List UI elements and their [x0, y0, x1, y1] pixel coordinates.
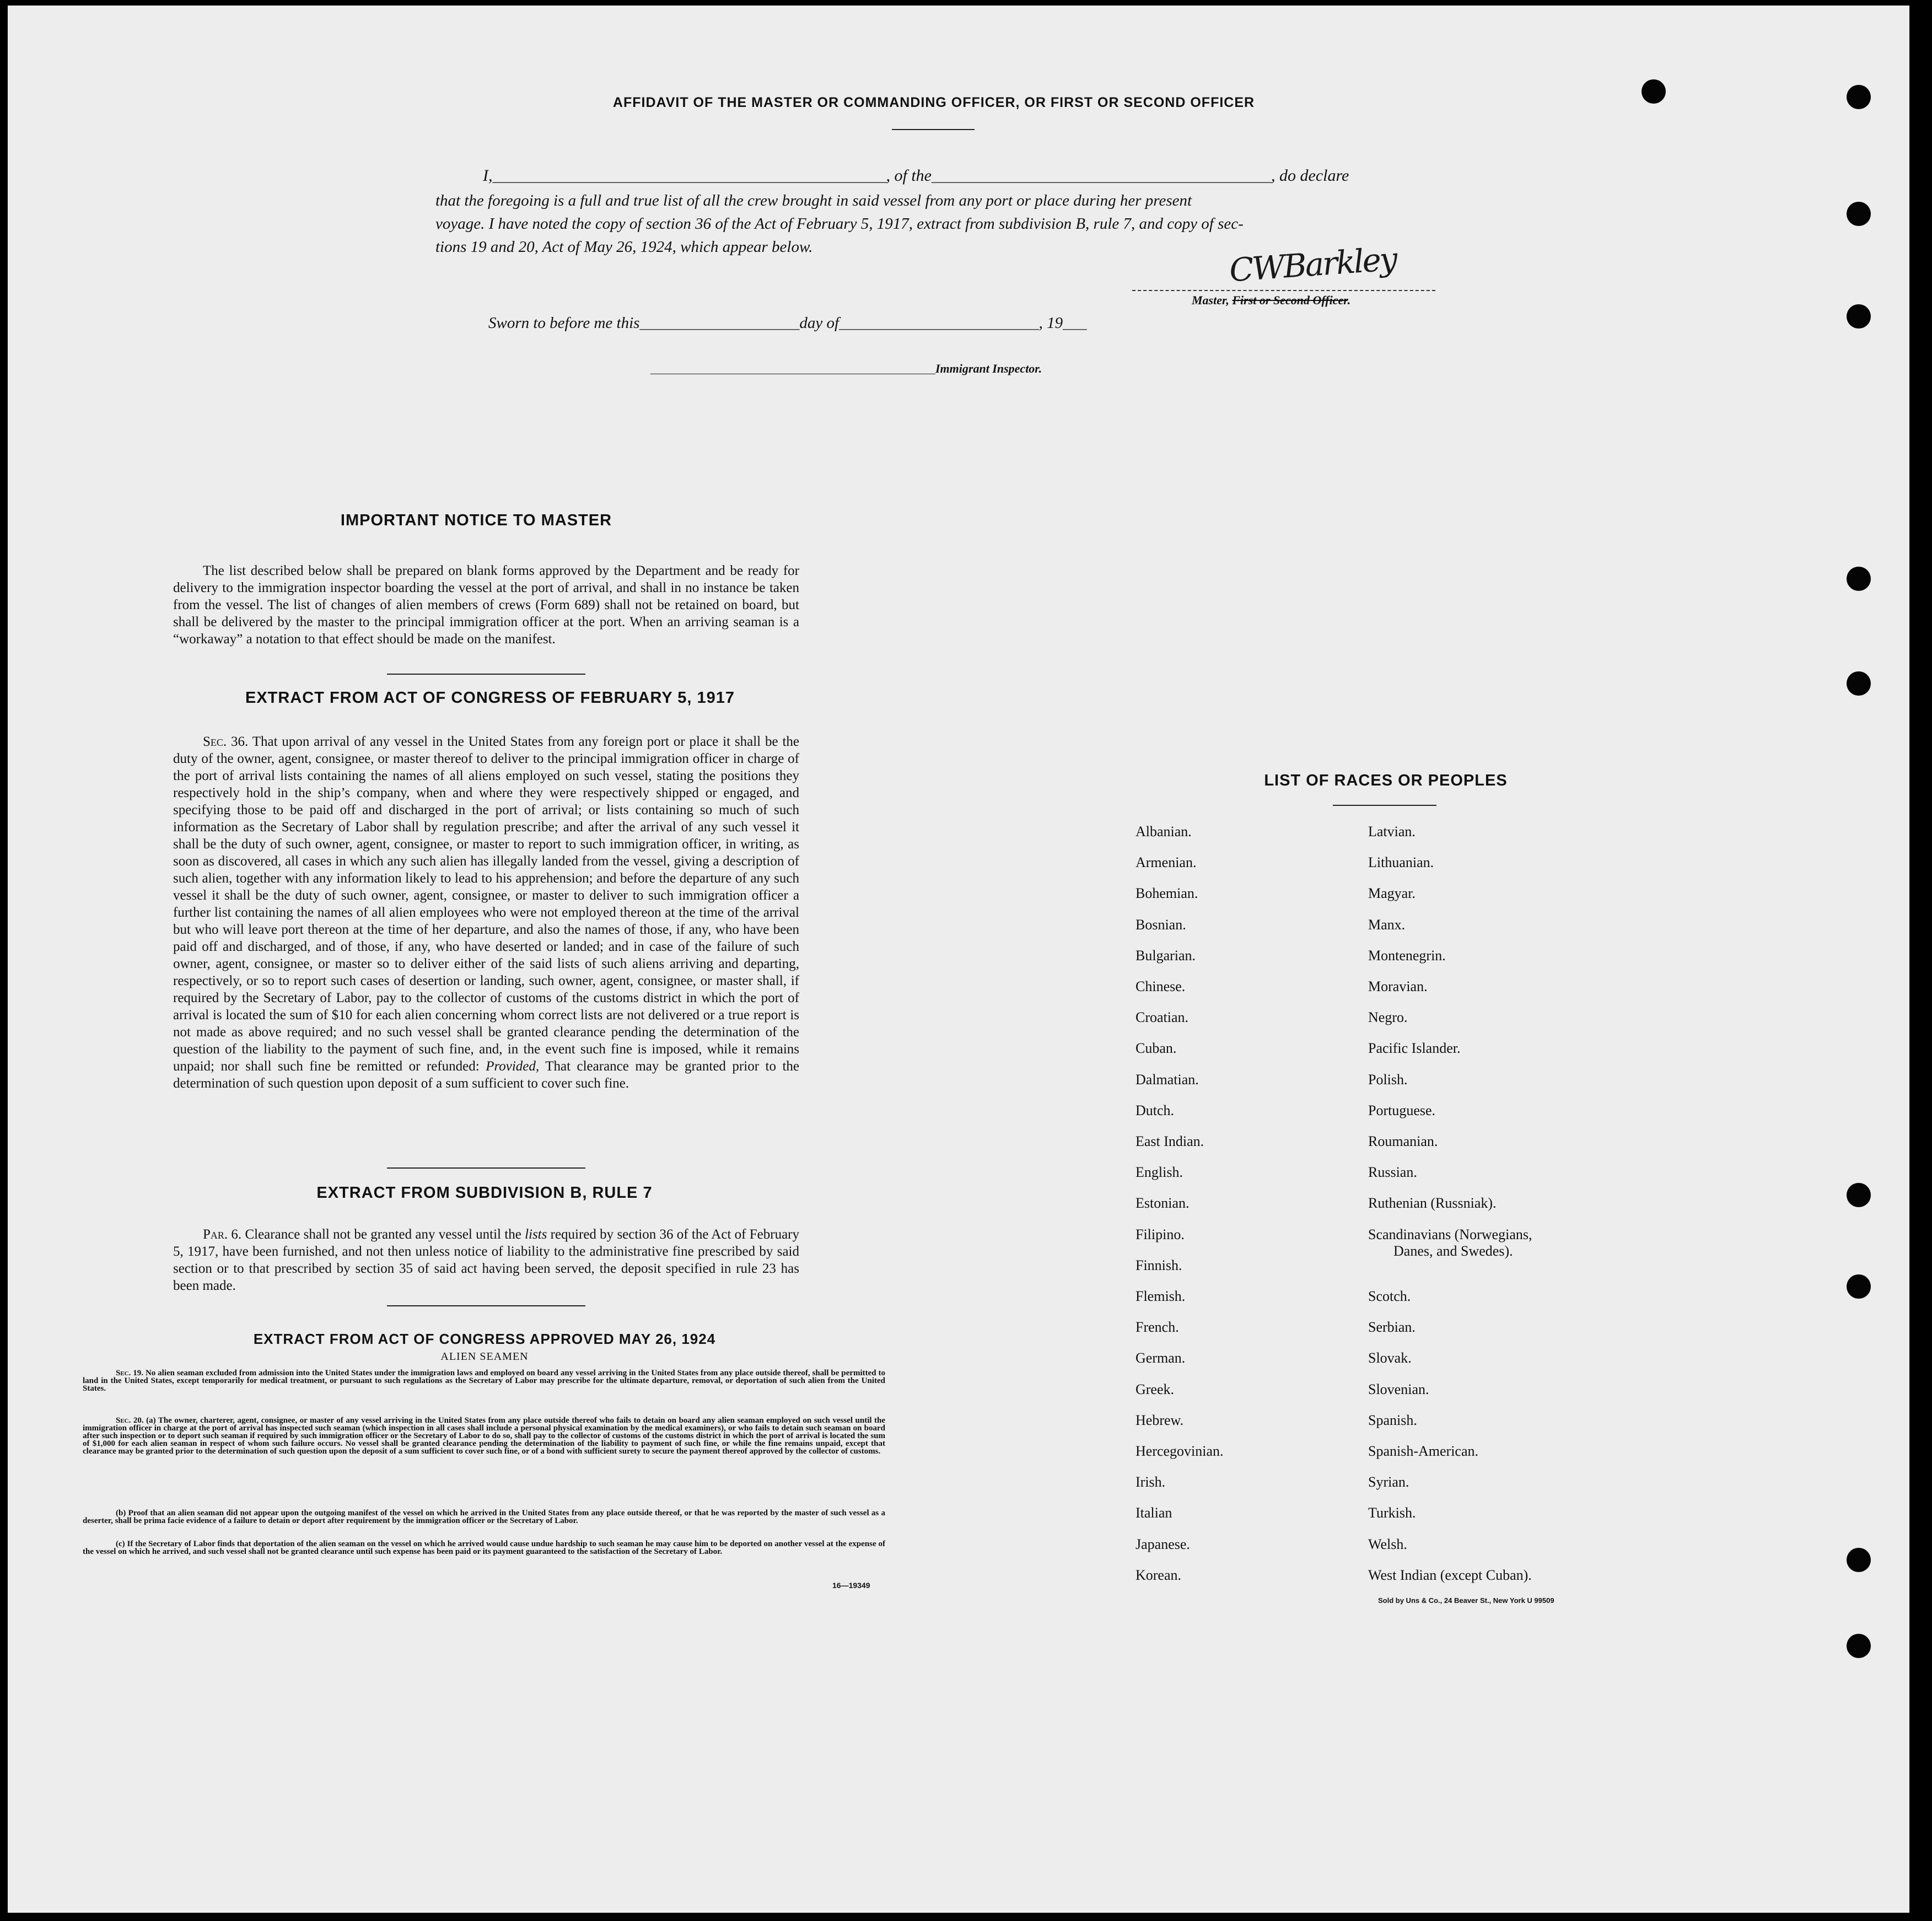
race-item: Italian [1135, 1505, 1172, 1521]
binder-hole [1847, 671, 1871, 696]
section-19-text: Sec. 19. No alien seaman excluded from admission into the United States under the immigration laws and employed on board any vessel arriving in the United States from any place outside thereof, shall be permitted to land in the United States, except temporarily for medical treatment, or pursuant to such regulations as the Secretary of Labor may prescribe for the ultimate departure, removal, or deportation of such alien from the United States. [83, 1369, 886, 1393]
race-item: Manx. [1368, 916, 1406, 933]
race-item: Pacific Islander. [1368, 1040, 1461, 1057]
races-title: LIST OF RACES OR PEOPLES [1264, 772, 1508, 789]
divider [387, 1167, 585, 1169]
race-item: Polish. [1368, 1071, 1408, 1088]
section-20a-text: Sec. 20. (a) The owner, charterer, agent, consignee, or master of any vessel arriving in the United States from any place outside thereof who fails to detain on board any alien seaman employed on such vessel until the immigration officer in charge at the port of arrival has inspected such seaman (which inspection in all cases shall include a personal physical examination by the medical examiners), or who fails to detain such seaman on board after such inspection or to deport such seaman if required by such immigration officer or the Secretary of Labor to do so, shall pay to the collector of customs of the customs district in which the port of arrival is located the sum of $1,000 for each alien seaman in respect of whom such failure occurs. No vessel shall be granted clearance pending the determination of the liability to payment of such fine, or while the fine remains unpaid, except that clearance may be granted prior to the determination of such question upon the deposit of a sum sufficient to cover such fine, or of a bond with sufficient surety to secure the payment thereof approved by the collector of customs. [83, 1416, 886, 1456]
binder-hole [1847, 85, 1871, 109]
race-item: Hebrew. [1135, 1412, 1184, 1428]
race-item: French. [1135, 1319, 1179, 1336]
declaration-line-1: I,___________________________________________________, of the____________________________________________, do declare [483, 166, 1349, 185]
inspector-blank: _______________________________________________ [650, 362, 935, 375]
binder-hole [1847, 567, 1871, 591]
divider [387, 1305, 585, 1306]
race-item: Slovak. [1368, 1350, 1412, 1366]
race-item: Turkish. [1368, 1505, 1416, 1521]
inspector-line: _______________________________________________Immigrant Inspector. [650, 362, 1042, 375]
binder-hole [1847, 1548, 1871, 1572]
signature-line [1132, 290, 1435, 291]
race-item: Croatian. [1135, 1009, 1189, 1026]
race-item: Irish. [1135, 1474, 1166, 1490]
race-item: Bulgarian. [1135, 947, 1196, 964]
race-item: Welsh. [1368, 1536, 1407, 1552]
race-item: Spanish-American. [1368, 1443, 1479, 1459]
race-item: Magyar. [1368, 885, 1416, 902]
section-36-text: Sec. 36. That upon arrival of any vessel in the United States from any foreign port or place it shall be the duty of the owner, agent, consignee, or master thereof to deliver to the principal immigration officer in charge of the port of arrival lists containing the names of all aliens employed on such vessel, stating the positions they respectively hold in the ship’s company, when and where they were respectively shipped or engaged, and specifying those to be paid off and discharged in the port of arrival; or lists containing so much of such information as the Secretary of Labor shall by regulation prescribe; and after the arrival of any such vessel it shall be the duty of such owner, agent, consignee, or master to report to such immigration officer, in writing, as soon as discovered, all cases in which any such alien has illegally landed from the vessel, giving a description of such alien, together with any information likely to lead to his apprehension; and before the departure of any such vessel it shall be the duty of such owner, agent, consignee, or master to deliver to such immigration officer a further list containing the names of all alien employees who were not employed thereon at the time of the arrival but who will leave port thereon at the time of her departure, and also the names of those, if any, who have been paid off and discharged, and of those, if any, who have deserted or landed; and in case of the failure of such owner, agent, consignee, or master so to deliver either of the said lists of such aliens arriving and departing, respectively, or so to report such cases of desertion or landing, such owner, agent, consignee, or master shall, if required by the Secretary of Labor, pay to the collector of customs of the customs district in which the port of arrival is located the sum of $10 for each alien concerning whom correct lists are not delivered or a true report is not made as above required; and no such vessel shall be granted clearance pending the determination of the question of the liability to the payment of such fine, and, in the event such fine is imposed, while it remains unpaid; nor shall such fine be remitted or refunded: Provided, That clearance may be granted prior to the determination of such question upon deposit of a sum sufficient to cover such fine. [173, 734, 799, 1091]
extract-1917-title: EXTRACT FROM ACT OF CONGRESS OF FEBRUARY 5, 1917 [245, 689, 735, 707]
binder-hole [1847, 304, 1871, 329]
race-item: Cuban. [1135, 1040, 1177, 1057]
race-item: German. [1135, 1350, 1186, 1366]
race-item: Portuguese. [1368, 1102, 1436, 1118]
race-item: Latvian. [1368, 824, 1416, 840]
section-20b-text: (b) Proof that an alien seaman did not appear upon the outgoing manifest of the vessel on which he arrived in the United States from any place outside thereof, or that he was reported by the master of such vessel as a deserter, shall be prima facie evidence of a failure to detain or deport after requirement by the immigration officer or the Secretary of Labor. [83, 1509, 885, 1525]
race-item: Flemish. [1135, 1288, 1186, 1304]
race-item: Ruthenian (Russniak). [1368, 1195, 1497, 1212]
race-item: Finnish. [1135, 1257, 1182, 1273]
race-item: Moravian. [1368, 978, 1428, 994]
race-item: Bohemian. [1135, 885, 1198, 902]
declaration-line-4: tions 19 and 20, Act of May 26, 1924, which appear below. [435, 238, 813, 256]
race-item: Scandinavians (Norwegians, [1368, 1226, 1532, 1242]
declaration-line-3: voyage. I have noted the copy of section 36 of the Act of February 5, 1917, extract from subdivision B, rule 7, and copy of sec- [435, 215, 1244, 233]
divider [892, 129, 975, 130]
race-item: Slovenian. [1368, 1381, 1429, 1397]
race-item: Estonian. [1135, 1195, 1190, 1212]
master-signature: CWBarkley [1228, 240, 1397, 289]
race-item: Korean. [1135, 1567, 1182, 1583]
notice-body: The list described below shall be prepared on blank forms approved by the Department and be ready for delivery to the immigration inspector boarding the vessel at the port of arrival, and shall in no instance be taken from the vessel. The list of changes of alien members of crews (Form 689) shall not be retained on board, but shall be delivered by the master to the principal immigration officer at the port. When an arriving seaman is a “workaway” a notation to that effect should be made on the manifest. [173, 563, 799, 647]
race-item: Danes, and Swedes). [1393, 1242, 1513, 1259]
race-item: Syrian. [1368, 1474, 1409, 1490]
affidavit-title: AFFIDAVIT OF THE MASTER OR COMMANDING OFFICER, OR FIRST OR SECOND OFFICER [612, 95, 1255, 110]
race-item: Armenian. [1135, 854, 1197, 871]
vessel-blank: ____________________________________________ [932, 166, 1271, 185]
binder-hole [1847, 1634, 1871, 1658]
divider [1333, 805, 1436, 806]
race-item: Hercegovinian. [1135, 1443, 1224, 1459]
form-number: 16—19349 [832, 1581, 870, 1590]
declaration-line-2: that the foregoing is a full and true list of all the crew brought in said vessel from any port or place during her present [435, 192, 1192, 209]
section-20c-text: (c) If the Secretary of Labor finds that deportation of the alien seaman on the vessel on which he arrived would cause undue hardship to such seaman he may cause him to be deported on another vessel at the expense of the vessel on which he arrived, and such vessel shall not be granted clearance until such expense has been paid or its payment guaranteed to the satisfaction of the Secretary of Labor. [83, 1540, 885, 1556]
race-item: Negro. [1368, 1009, 1408, 1026]
binder-hole [1847, 1274, 1871, 1299]
race-item: Bosnian. [1135, 916, 1186, 933]
year-blank: ___ [1063, 314, 1087, 332]
race-item: Serbian. [1368, 1319, 1416, 1336]
day-blank: ____________________ [639, 314, 800, 332]
race-item: Japanese. [1135, 1536, 1190, 1552]
race-item: Lithuanian. [1368, 854, 1434, 871]
paragraph-6-text: Par. 6. Clearance shall not be granted any vessel until the lists required by section 36 of the Act of February 5, 1917, have been furnished, and not then unless notice of liability to the administrative fine prescribed by said section or to that prescribed by section 35 of said act having been served, the deposit specified in rule 23 has been made. [173, 1227, 799, 1293]
sworn-line: Sworn to before me this____________________day of_________________________, 19___ [488, 314, 1087, 332]
race-item: West Indian (except Cuban). [1368, 1567, 1532, 1583]
extract-1924-title: EXTRACT FROM ACT OF CONGRESS APPROVED MAY 26, 1924 [253, 1331, 716, 1347]
race-item: Scotch. [1368, 1288, 1411, 1304]
printer-imprint: Sold by Uns & Co., 24 Beaver St., New York U 99509 [1378, 1596, 1554, 1605]
signer-role: Master, First or Second Officer. [1192, 293, 1351, 307]
race-item: Albanian. [1135, 824, 1192, 840]
race-item: English. [1135, 1164, 1183, 1181]
month-blank: _________________________ [839, 314, 1039, 332]
race-item: East Indian. [1135, 1133, 1204, 1149]
binder-hole [1847, 202, 1871, 226]
race-item: Dalmatian. [1135, 1071, 1199, 1088]
race-item: Dutch. [1135, 1102, 1175, 1118]
binder-hole [1847, 1183, 1871, 1207]
race-item: Greek. [1135, 1381, 1175, 1397]
alien-seamen-subtitle: ALIEN SEAMEN [440, 1350, 529, 1363]
binder-hole [1642, 79, 1666, 104]
divider [387, 674, 585, 675]
race-item: Filipino. [1135, 1226, 1185, 1242]
document-page [8, 6, 1909, 1913]
race-item: Russian. [1368, 1164, 1417, 1181]
race-item: Montenegrin. [1368, 947, 1446, 964]
name-blank: ___________________________________________________ [492, 166, 886, 185]
notice-title: IMPORTANT NOTICE TO MASTER [340, 512, 612, 529]
rule-7-title: EXTRACT FROM SUBDIVISION B, RULE 7 [316, 1184, 653, 1202]
race-item: Roumanian. [1368, 1133, 1438, 1149]
race-item: Spanish. [1368, 1412, 1417, 1428]
race-item: Chinese. [1135, 978, 1186, 994]
